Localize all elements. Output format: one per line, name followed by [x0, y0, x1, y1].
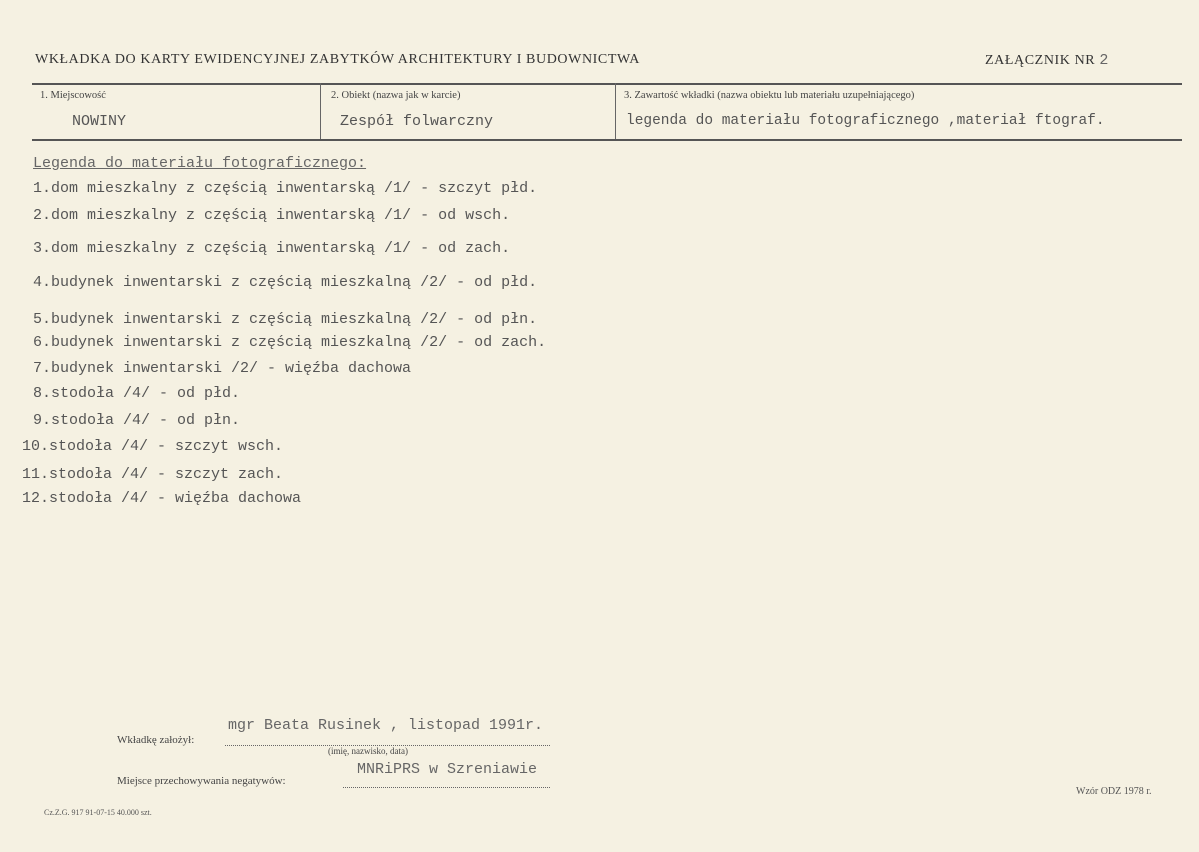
template-code: Wzór ODZ 1978 r. — [1076, 786, 1152, 797]
field-divider-2 — [615, 83, 616, 141]
header-rule-top — [32, 83, 1182, 85]
locality-value: NOWINY — [72, 113, 127, 130]
created-by-value: mgr Beata Rusinek , listopad 1991r. — [228, 717, 544, 734]
storage-value: MNRiPRS w Szreniawie — [357, 761, 538, 778]
header-rule-bottom — [32, 139, 1182, 141]
attachment-number-block — [985, 52, 1109, 69]
legend-item: 1.dom mieszkalny z częścią inwentarską /1/ - szczyt płd. — [33, 180, 538, 197]
created-by-label: Wkładkę założył: — [117, 734, 195, 746]
contents-value: legenda do materiału fotograficznego ,materiał ftograf. — [626, 113, 1105, 129]
legend-item: 10.stodoła /4/ - szczyt wsch. — [22, 438, 284, 455]
legend-item: 2.dom mieszkalny z częścią inwentarską /1/ - od wsch. — [33, 207, 511, 224]
locality-label: 1. Miejscowość — [40, 90, 106, 101]
legend-item: 4.budynek inwentarski z częścią mieszkalną /2/ - od płd. — [33, 274, 538, 291]
print-code: Cz.Z.G. 917 91-07-15 40.000 szt. — [44, 808, 152, 817]
object-value: Zespół folwarczny — [340, 113, 494, 130]
legend-item: 12.stodoła /4/ - więźba dachowa — [22, 490, 302, 507]
legend-heading: Legenda do materiału fotograficznego: — [33, 155, 367, 172]
form-title: WKŁADKA DO KARTY EWIDENCYJNEJ ZABYTKÓW ARCHITEKTURY I BUDOWNICTWA — [35, 52, 640, 67]
legend-item: 11.stodoła /4/ - szczyt zach. — [22, 466, 284, 483]
storage-label: Miejsce przechowywania negatywów: — [117, 775, 286, 787]
attachment-label: ZAŁĄCZNIK NR — [985, 53, 1096, 68]
attachment-number: 2 — [1099, 52, 1109, 69]
contents-label: 3. Zawartość wkładki (nazwa obiektu lub materiału uzupełniającego) — [624, 90, 915, 101]
created-by-caption: (imię, nazwisko, data) — [328, 746, 408, 756]
legend-item: 6.budynek inwentarski z częścią mieszkalną /2/ - od zach. — [33, 334, 547, 351]
legend-item: 8.stodoła /4/ - od płd. — [33, 385, 241, 402]
legend-item: 3.dom mieszkalny z częścią inwentarską /1/ - od zach. — [33, 240, 511, 257]
storage-line — [343, 787, 550, 788]
field-divider-1 — [320, 83, 321, 141]
legend-item: 7.budynek inwentarski /2/ - więźba dachowa — [33, 360, 412, 377]
object-label: 2. Obiekt (nazwa jak w karcie) — [331, 90, 461, 101]
legend-item: 5.budynek inwentarski z częścią mieszkalną /2/ - od płn. — [33, 311, 538, 328]
legend-item: 9.stodoła /4/ - od płn. — [33, 412, 241, 429]
